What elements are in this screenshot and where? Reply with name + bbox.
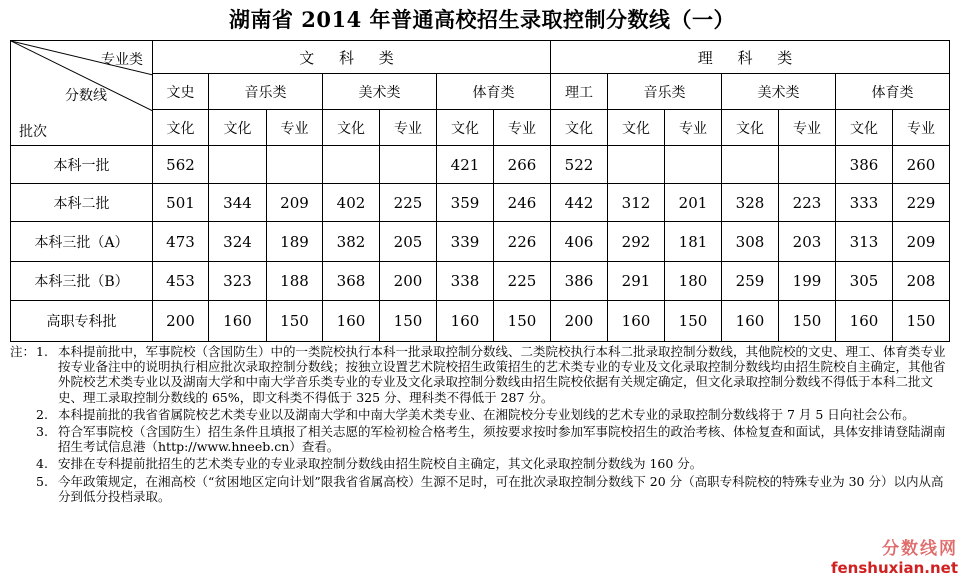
note-item (10, 407, 950, 422)
note-item (10, 474, 950, 504)
score-cell: 562 (153, 146, 209, 184)
score-cell: 181 (665, 222, 722, 262)
score-cell: 160 (323, 301, 380, 342)
note-lead (10, 456, 36, 471)
score-cell: 199 (779, 262, 836, 301)
score-cell: 205 (380, 222, 437, 262)
score-cell (209, 146, 267, 184)
note-item (10, 344, 950, 405)
watermark-en: fenshuxian.net (830, 559, 958, 577)
score-cell: 368 (323, 262, 380, 301)
note-item (10, 424, 950, 454)
batch-label: 本科三批（B） (11, 262, 153, 301)
col-header: 文化 (722, 110, 779, 146)
score-cell: 150 (267, 301, 323, 342)
score-cell: 473 (153, 222, 209, 262)
note-number: 1. (36, 344, 48, 359)
score-cell: 150 (380, 301, 437, 342)
col-header: 文化 (323, 110, 380, 146)
note-lead (10, 407, 36, 422)
score-cell: 160 (836, 301, 893, 342)
score-cell: 522 (551, 146, 608, 184)
note-number: 4. (36, 456, 48, 472)
note-item (10, 456, 950, 471)
score-cell (380, 146, 437, 184)
score-cell: 344 (209, 184, 267, 222)
col-header: 文化 (608, 110, 665, 146)
notes-section (10, 344, 950, 506)
score-cell: 402 (323, 184, 380, 222)
score-cell: 421 (437, 146, 494, 184)
score-cell: 291 (608, 262, 665, 301)
score-cell: 386 (551, 262, 608, 301)
sub-like-music: 音乐类 (608, 74, 722, 110)
col-header: 专业 (267, 110, 323, 146)
score-cell: 189 (267, 222, 323, 262)
header-like: 理 科 类 (551, 41, 950, 74)
note-number: 2. (36, 406, 48, 422)
score-cell: 453 (153, 262, 209, 301)
score-cell: 386 (836, 146, 893, 184)
score-cell: 359 (437, 184, 494, 222)
score-cell (779, 146, 836, 184)
score-cell: 150 (893, 301, 950, 342)
score-cell: 266 (494, 146, 551, 184)
score-cell: 209 (893, 222, 950, 262)
page-title: 湖南省 2014 年普通高校招生录取控制分数线（一） (228, 7, 736, 32)
batch-label: 高职专科批 (11, 301, 153, 342)
score-cell: 308 (722, 222, 779, 262)
table-row (11, 262, 950, 301)
sub-wenshi: 文史 (153, 74, 209, 110)
table-body (11, 146, 950, 342)
col-header: 专业 (665, 110, 722, 146)
col-header: 文化 (209, 110, 267, 146)
score-cell: 209 (267, 184, 323, 222)
score-cell: 259 (722, 262, 779, 301)
score-cell (608, 146, 665, 184)
score-cell: 333 (836, 184, 893, 222)
sub-like-sports: 体育类 (836, 74, 950, 110)
note-lead (10, 474, 36, 504)
score-cell: 160 (608, 301, 665, 342)
col-header: 专业 (380, 110, 437, 146)
col-header: 专业 (779, 110, 836, 146)
score-cell: 160 (722, 301, 779, 342)
score-cell: 150 (494, 301, 551, 342)
score-cell: 225 (494, 262, 551, 301)
score-cell: 223 (779, 184, 836, 222)
header-corner (11, 41, 153, 146)
score-cell: 226 (494, 222, 551, 262)
batch-label: 本科三批（A） (11, 222, 153, 262)
sub-ligong: 理工 (551, 74, 608, 110)
score-table (10, 40, 950, 342)
score-cell (722, 146, 779, 184)
sub-wenke-sports: 体育类 (437, 74, 551, 110)
col-header: 专业 (893, 110, 950, 146)
col-header: 文化 (836, 110, 893, 146)
note-number: 3. (36, 424, 48, 440)
score-cell: 188 (267, 262, 323, 301)
note-text: 安排在专科提前批招生的艺术类专业的专业录取控制分数线由招生院校自主确定，其文化录取控制分数线为 160 分。 (58, 456, 703, 472)
score-cell: 312 (608, 184, 665, 222)
score-cell: 328 (722, 184, 779, 222)
watermark-cn: 分数线网 (882, 539, 958, 559)
note-text: 今年政策规定，在湘高校（“贫困地区定向计划”限我省省属高校）生源不足时，可在批次录取控制分数线下 20 分（高职专科院校的特殊专业为 30 分）以内从高分到低分投档录取。 (58, 473, 944, 504)
score-cell: 246 (494, 184, 551, 222)
note-text: 本科提前批中，军事院校（含国防生）中的一类院校执行本科一批录取控制分数线、二类院校执行本科二批录取控制分数线，其他院校的文史、理工、体育类专业按专业备注中的说明执行相应批次录取控制分数线；按独立设置艺术院校招生政策招生的艺术类专业的专业及文化录取控制分数线均由招生院校自主确定，其他省外院校艺术类专业以及湖南大学和中南大学音乐类专业的专业及文化录取控制分数线由招生院校依据有关规定确定，但文化录取控制分数线不得低于本科二批文史、理工录取控制分数线的 65%，即文科类不得低于 325 分、理科类不得低于 287 分。 (58, 344, 946, 405)
corner-label-batch: 批次 (19, 124, 47, 140)
note-text: 本科提前批的我省省属院校艺术类专业以及湖南大学和中南大学美术类专业、在湘院校分专业划线的艺术专业的录取控制分数线将于 7 月 5 日向社会公布。 (58, 406, 915, 422)
table-row (11, 222, 950, 262)
score-cell: 229 (893, 184, 950, 222)
score-cell: 160 (209, 301, 267, 342)
score-cell: 225 (380, 184, 437, 222)
note-lead: 注： (10, 344, 36, 359)
score-cell: 324 (209, 222, 267, 262)
score-cell (665, 146, 722, 184)
score-cell: 338 (437, 262, 494, 301)
score-cell: 313 (836, 222, 893, 262)
corner-label-score: 分数线 (65, 88, 107, 104)
table-row (11, 301, 950, 342)
sub-wenke-art: 美术类 (323, 74, 437, 110)
score-cell: 200 (380, 262, 437, 301)
score-cell: 323 (209, 262, 267, 301)
col-header: 文化 (437, 110, 494, 146)
sub-like-art: 美术类 (722, 74, 836, 110)
header-wenke: 文 科 类 (153, 41, 551, 74)
score-cell (323, 146, 380, 184)
score-cell: 160 (437, 301, 494, 342)
score-cell: 200 (551, 301, 608, 342)
note-lead (10, 424, 36, 454)
score-cell: 203 (779, 222, 836, 262)
score-cell: 200 (153, 301, 209, 342)
score-cell (267, 146, 323, 184)
col-header: 文化 (551, 110, 608, 146)
score-cell: 208 (893, 262, 950, 301)
watermark (831, 534, 958, 577)
table-row (11, 146, 950, 184)
score-cell: 150 (779, 301, 836, 342)
note-number: 5. (36, 473, 48, 489)
score-cell: 406 (551, 222, 608, 262)
score-cell: 382 (323, 222, 380, 262)
score-cell: 180 (665, 262, 722, 301)
batch-label: 本科二批 (11, 184, 153, 222)
score-cell: 260 (893, 146, 950, 184)
score-cell: 442 (551, 184, 608, 222)
sub-wenke-music: 音乐类 (209, 74, 323, 110)
col-header: 文化 (153, 110, 209, 146)
score-cell: 305 (836, 262, 893, 301)
note-text: 符合军事院校（含国防生）招生条件且填报了相关志愿的军检初检合格考生，须按要求按时参加军事院校招生的政治考核、体检复查和面试，具体安排请登陆湖南招生考试信息港（http://www.hneeb.cn）查看。 (58, 424, 946, 455)
score-cell: 150 (665, 301, 722, 342)
score-cell: 292 (608, 222, 665, 262)
score-cell: 501 (153, 184, 209, 222)
corner-label-major: 专业类 (101, 52, 143, 68)
batch-label: 本科一批 (11, 146, 153, 184)
col-header: 专业 (494, 110, 551, 146)
score-cell: 201 (665, 184, 722, 222)
table-row (11, 184, 950, 222)
score-cell: 339 (437, 222, 494, 262)
